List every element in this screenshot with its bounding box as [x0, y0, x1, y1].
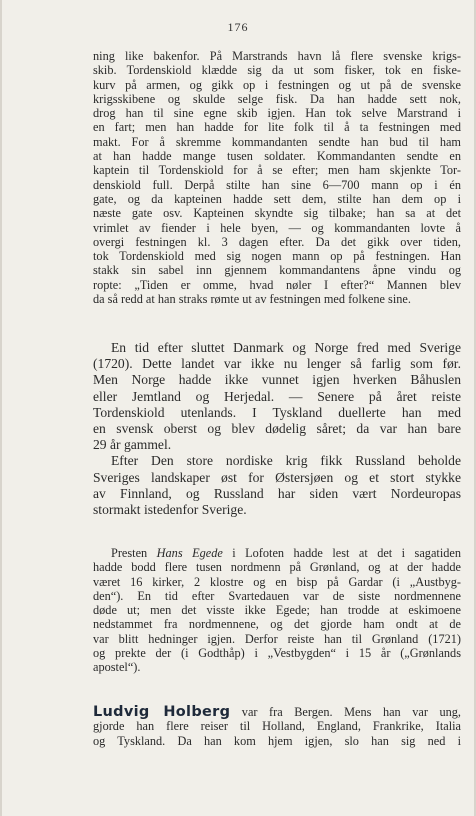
- page-left-edge: [0, 0, 2, 816]
- page-number: 176: [227, 20, 249, 34]
- text-line: apostel“).: [93, 660, 141, 675]
- text-line: næste gate osv. Kapteinen skyndte sig tilbake; han sa at det: [93, 206, 461, 221]
- text-line: ning like bakenfor. På Marstrands havn lå flere svenske krigs-: [93, 49, 461, 63]
- text-run: Presten: [111, 546, 157, 560]
- text-line: nedstammet fra nordmennene, og det gjorde ham ondt at de: [93, 617, 461, 632]
- text-line: drog han til sine egne skib igjen. Han tok selve Marstrand i: [93, 106, 461, 121]
- text-line: den“). En tid efter Svartedauen var de siste nordmennene: [93, 588, 461, 603]
- text-line: døde ut; men det visste ikke Egede; han trodde at eskimoene: [93, 603, 461, 618]
- text-line: da så redd at han straks rømte ut av festningen med folkene sine.: [93, 292, 411, 307]
- text-line: at han hadde mange tusen soldater. Kommandanten sendte en: [93, 149, 461, 164]
- text-line: tok Tordenskiold med sig nogen mann op på festningen. Han: [93, 249, 461, 264]
- paragraph-marstrand: [93, 49, 461, 306]
- text-line: krigsskibene og skulde selge fisk. Da han hadde sett nok,: [93, 91, 461, 106]
- text-line: [93, 705, 461, 719]
- text-line: overgi festningen kl. 3 dagen efter. Da det gikk over tiden,: [93, 234, 461, 249]
- text-line: denskiold full. Derpå stilte han sine 6—700 mann op i én: [93, 177, 461, 192]
- text-run: var fra Bergen. Mens han var ung,: [230, 705, 461, 719]
- text-line: eller Jemtland og Herjedal. — Senere på året reiste: [93, 388, 461, 404]
- text-line: gate, og da kapteinen hadde sett dem, stilte han dem op i: [93, 191, 461, 206]
- text-line: makt. For å skremme kommandanten sendte han bud til ham: [93, 134, 461, 149]
- text-line: og Tyskland. Da han kom hjem igjen, slo han sig ned i: [93, 733, 461, 748]
- text-line: kaptein til Tordenskiold for å se efter; men ham skjenkte Tor-: [93, 163, 461, 178]
- text-line: stormakt istedenfor Sverige.: [93, 502, 247, 518]
- text-line: En tid efter sluttet Danmark og Norge fred med Sverige: [111, 340, 461, 355]
- text-line: skib. Tordenskiold klædde sig da ut som fisker, tok en fiske-: [93, 63, 461, 78]
- text-line: en svensk oberst og blev dødelig såret; da var han bare: [93, 421, 461, 437]
- text-line: 29 år gammel.: [93, 437, 172, 453]
- text-line: Sveriges landskaper øst for Østersjøen og et stort stykke: [93, 469, 461, 485]
- text-line: gjorde han flere reiser til Holland, England, Frankrike, Italia: [93, 719, 461, 734]
- text-line: og prekte der (i Godthåp) i „Vestbygden“ i 15 år („Grønlands: [93, 646, 461, 661]
- text-line: Efter Den store nordiske krig fikk Russland beholde: [111, 453, 461, 469]
- text-line: Men Norge hadde ikke vunnet igjen hverken Båhuslen: [93, 372, 461, 388]
- text-line: (1720). Dette landet var ikke nu lenger så farlig som før.: [93, 356, 461, 372]
- person-name-hans-egede: Hans Egede: [156, 546, 223, 560]
- text-line: været 16 kirker, 2 klostre og en bisp på Gardar (i „Austbyg-: [93, 574, 461, 589]
- paragraph-peace-1720: [93, 340, 461, 518]
- text-line: stakk sin sabel inn gjennem kommandantens åpne vindu og: [93, 263, 461, 278]
- text-line: ropte: „Tiden er omme, hvad nøler I efter?“ Mannen blev: [93, 277, 461, 292]
- text-line: [93, 546, 461, 560]
- paragraph-ludvig-holberg: [93, 705, 461, 748]
- text-line: Tordenskiold utenlands. I Tyskland duellerte han med: [93, 404, 461, 420]
- text-line: av Finnland, og Russland har siden vært Nordeuropas: [93, 485, 461, 501]
- paragraph-hans-egede: [93, 546, 461, 675]
- person-name-ludvig-holberg: Ludvig Holberg: [93, 704, 231, 720]
- text-line: vrimlet av fiender i hele byen, — og kommandanten lovte å: [93, 220, 461, 235]
- text-run: i Lofoten hadde lest at det i sagatiden: [222, 546, 461, 560]
- text-line: var blitt hedninger igjen. Derfor reiste han til Grønland (1721): [93, 631, 461, 646]
- text-line: kurv på armen, og gikk op i festningen og ut på de svenske: [93, 77, 461, 92]
- text-line: hadde bodd flere tusen nordmenn på Grønland, og at der hadde: [93, 560, 461, 575]
- text-line: en fart; men han hadde for lite folk til å ta festningen med: [93, 120, 461, 135]
